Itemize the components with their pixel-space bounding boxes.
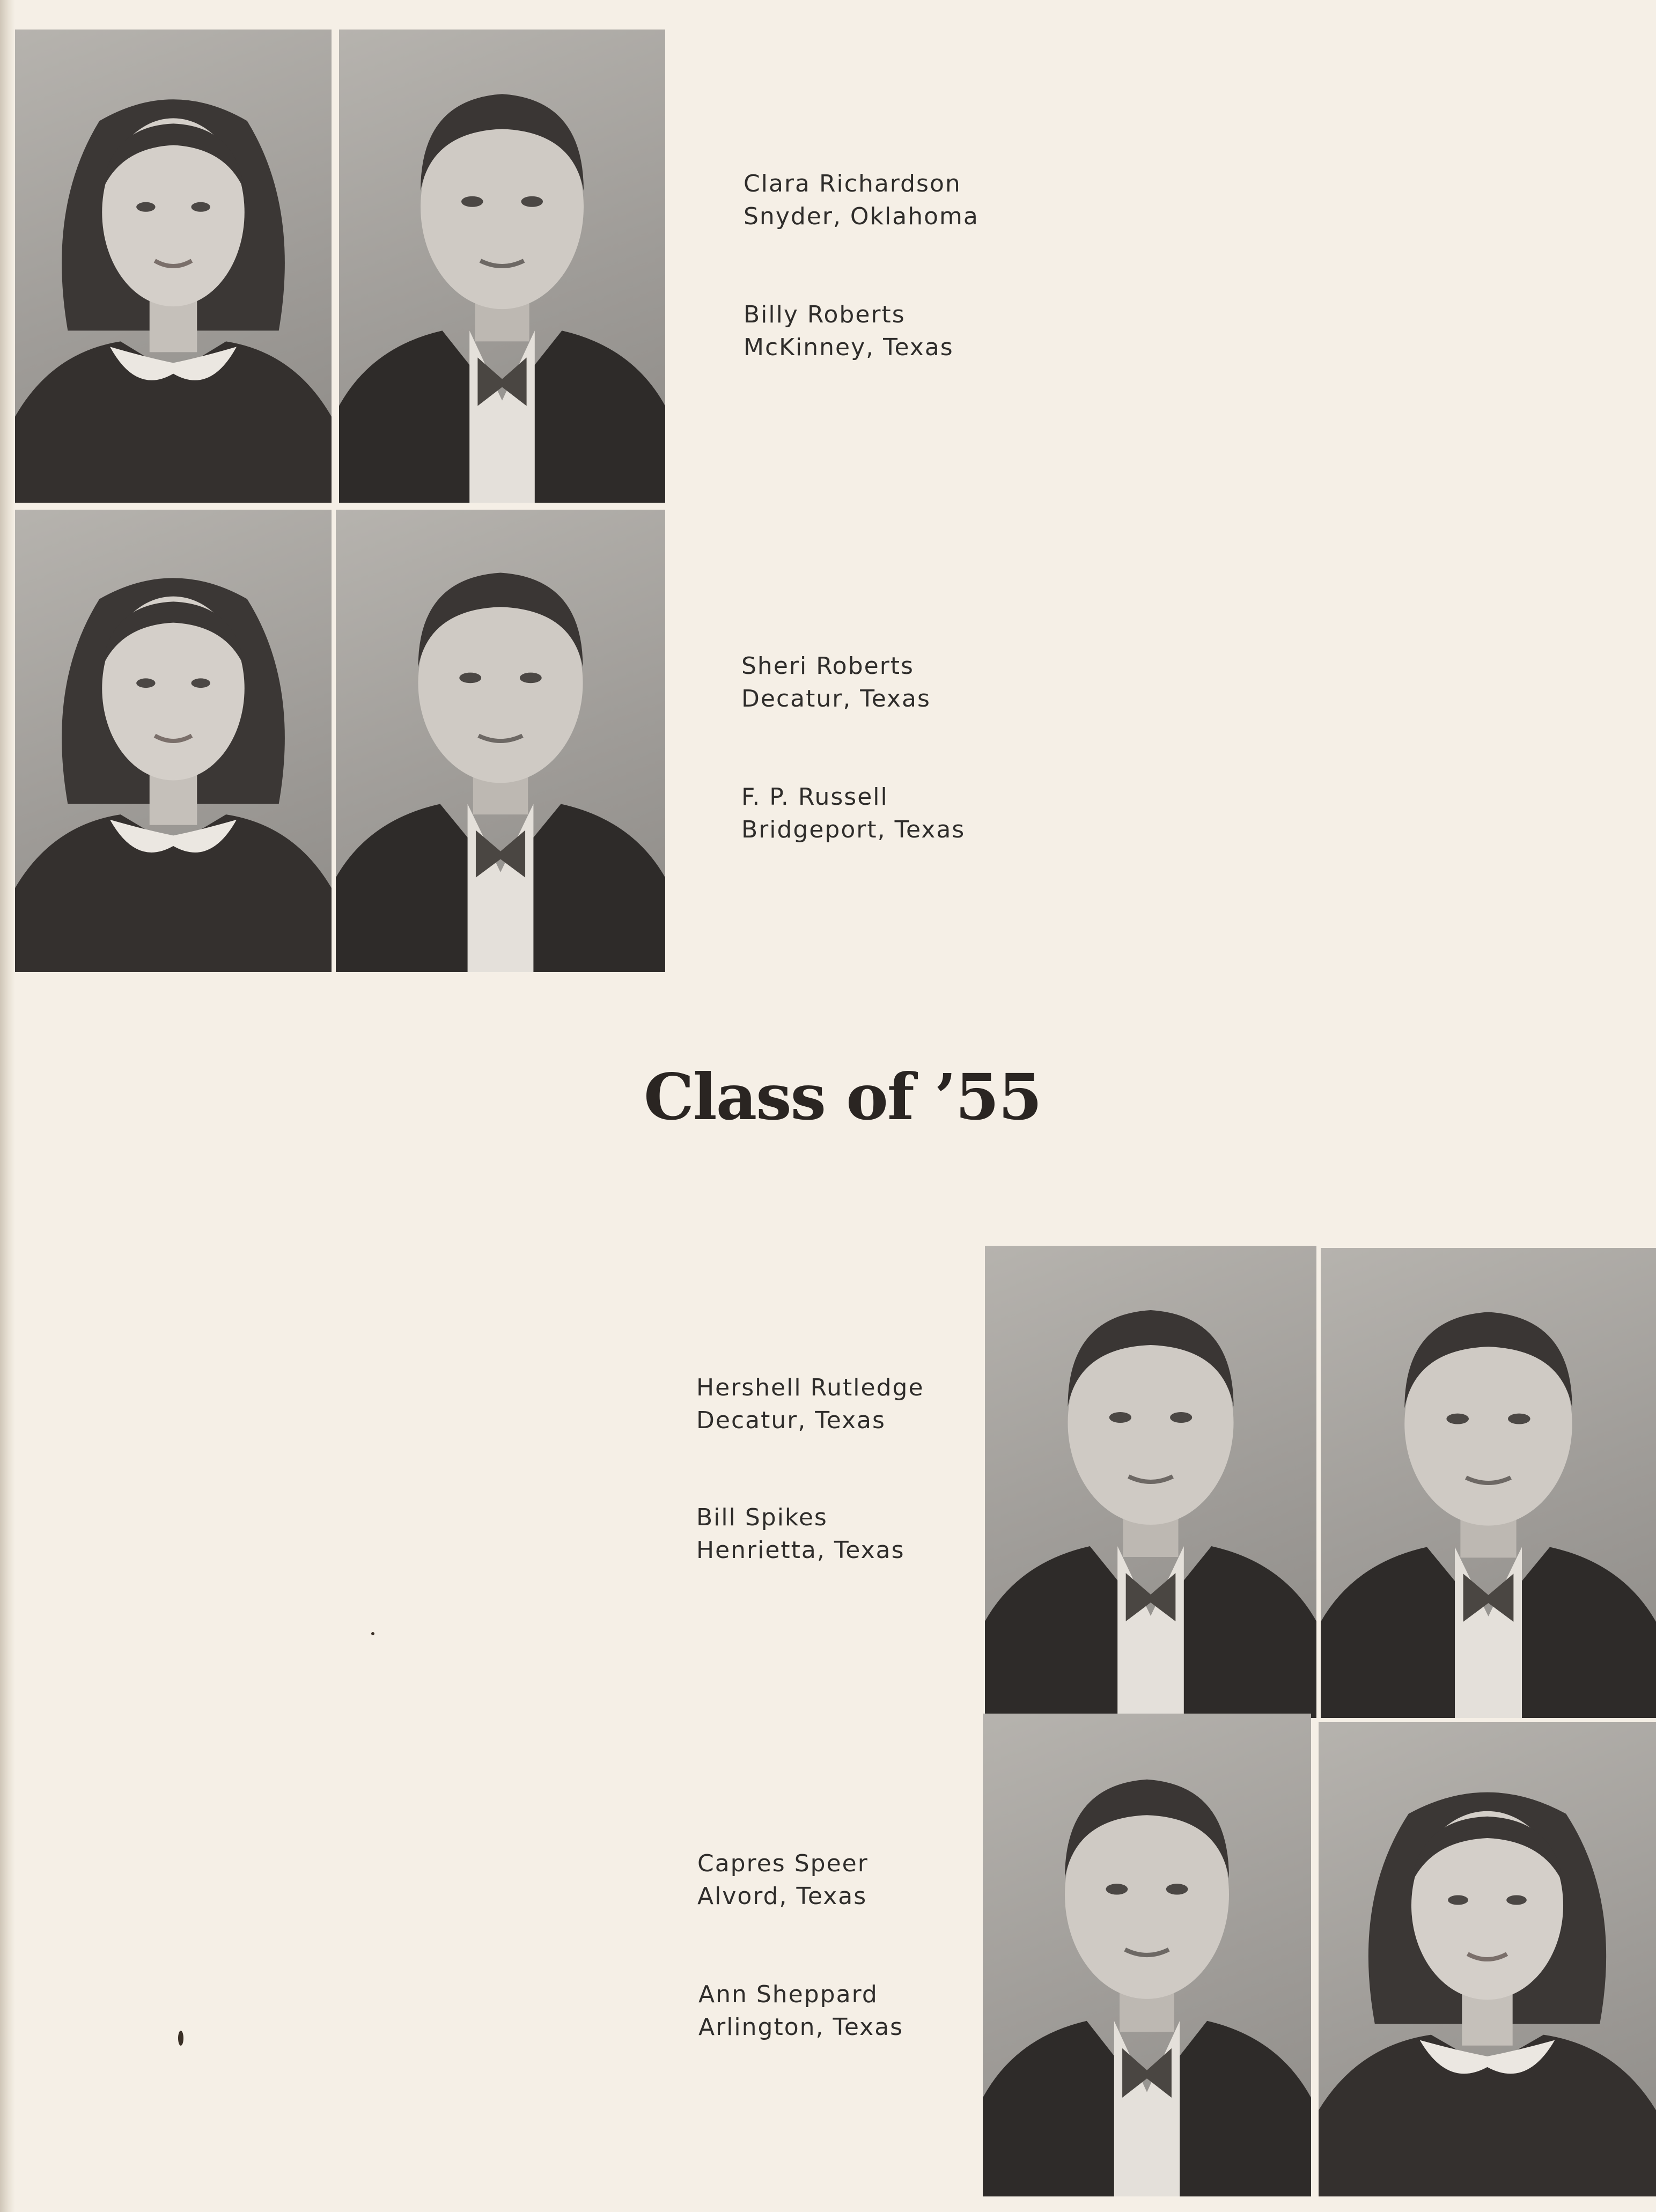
caption-clara-richardson [744, 167, 979, 233]
caption-billy-roberts [744, 298, 954, 364]
student-hometown: Alvord, Texas [697, 1883, 867, 1910]
portrait-bill-spikes [1321, 1248, 1656, 1718]
student-name: Clara Richardson [744, 170, 961, 197]
portrait-capres-speer [983, 1714, 1311, 2196]
page-title: Class of ’55 [644, 1060, 1041, 1134]
portrait-hershell-rutledge [985, 1246, 1316, 1718]
student-name: F. P. Russell [741, 783, 888, 811]
student-hometown: Arlington, Texas [698, 2013, 904, 2041]
portrait-sheri-roberts [15, 510, 332, 972]
student-name: Hershell Rutledge [696, 1374, 924, 1401]
paper-speck [371, 1632, 374, 1635]
portrait-fp-russell [336, 510, 665, 972]
caption-hershell-rutledge [696, 1371, 924, 1437]
paper-speck [178, 2031, 183, 2046]
page-binding-edge [0, 0, 15, 2212]
student-hometown: Bridgeport, Texas [741, 816, 966, 843]
portrait-billy-roberts [339, 30, 665, 503]
caption-ann-sheppard [698, 1978, 903, 2044]
caption-capres-speer [697, 1847, 869, 1913]
portrait-clara-richardson [15, 30, 332, 503]
student-name: Bill Spikes [696, 1504, 828, 1531]
student-hometown: Decatur, Texas [741, 685, 931, 712]
student-hometown: Snyder, Oklahoma [744, 203, 979, 230]
student-hometown: Decatur, Texas [696, 1407, 886, 1434]
student-name: Capres Speer [697, 1850, 869, 1877]
caption-sheri-roberts [741, 650, 931, 715]
student-name: Ann Sheppard [698, 1981, 878, 2008]
portrait-ann-sheppard [1319, 1722, 1656, 2196]
caption-bill-spikes [696, 1501, 905, 1567]
student-hometown: McKinney, Texas [744, 334, 954, 361]
student-hometown: Henrietta, Texas [696, 1537, 905, 1564]
student-name: Billy Roberts [744, 301, 906, 328]
student-name: Sheri Roberts [741, 652, 914, 680]
caption-fp-russell [741, 781, 965, 846]
